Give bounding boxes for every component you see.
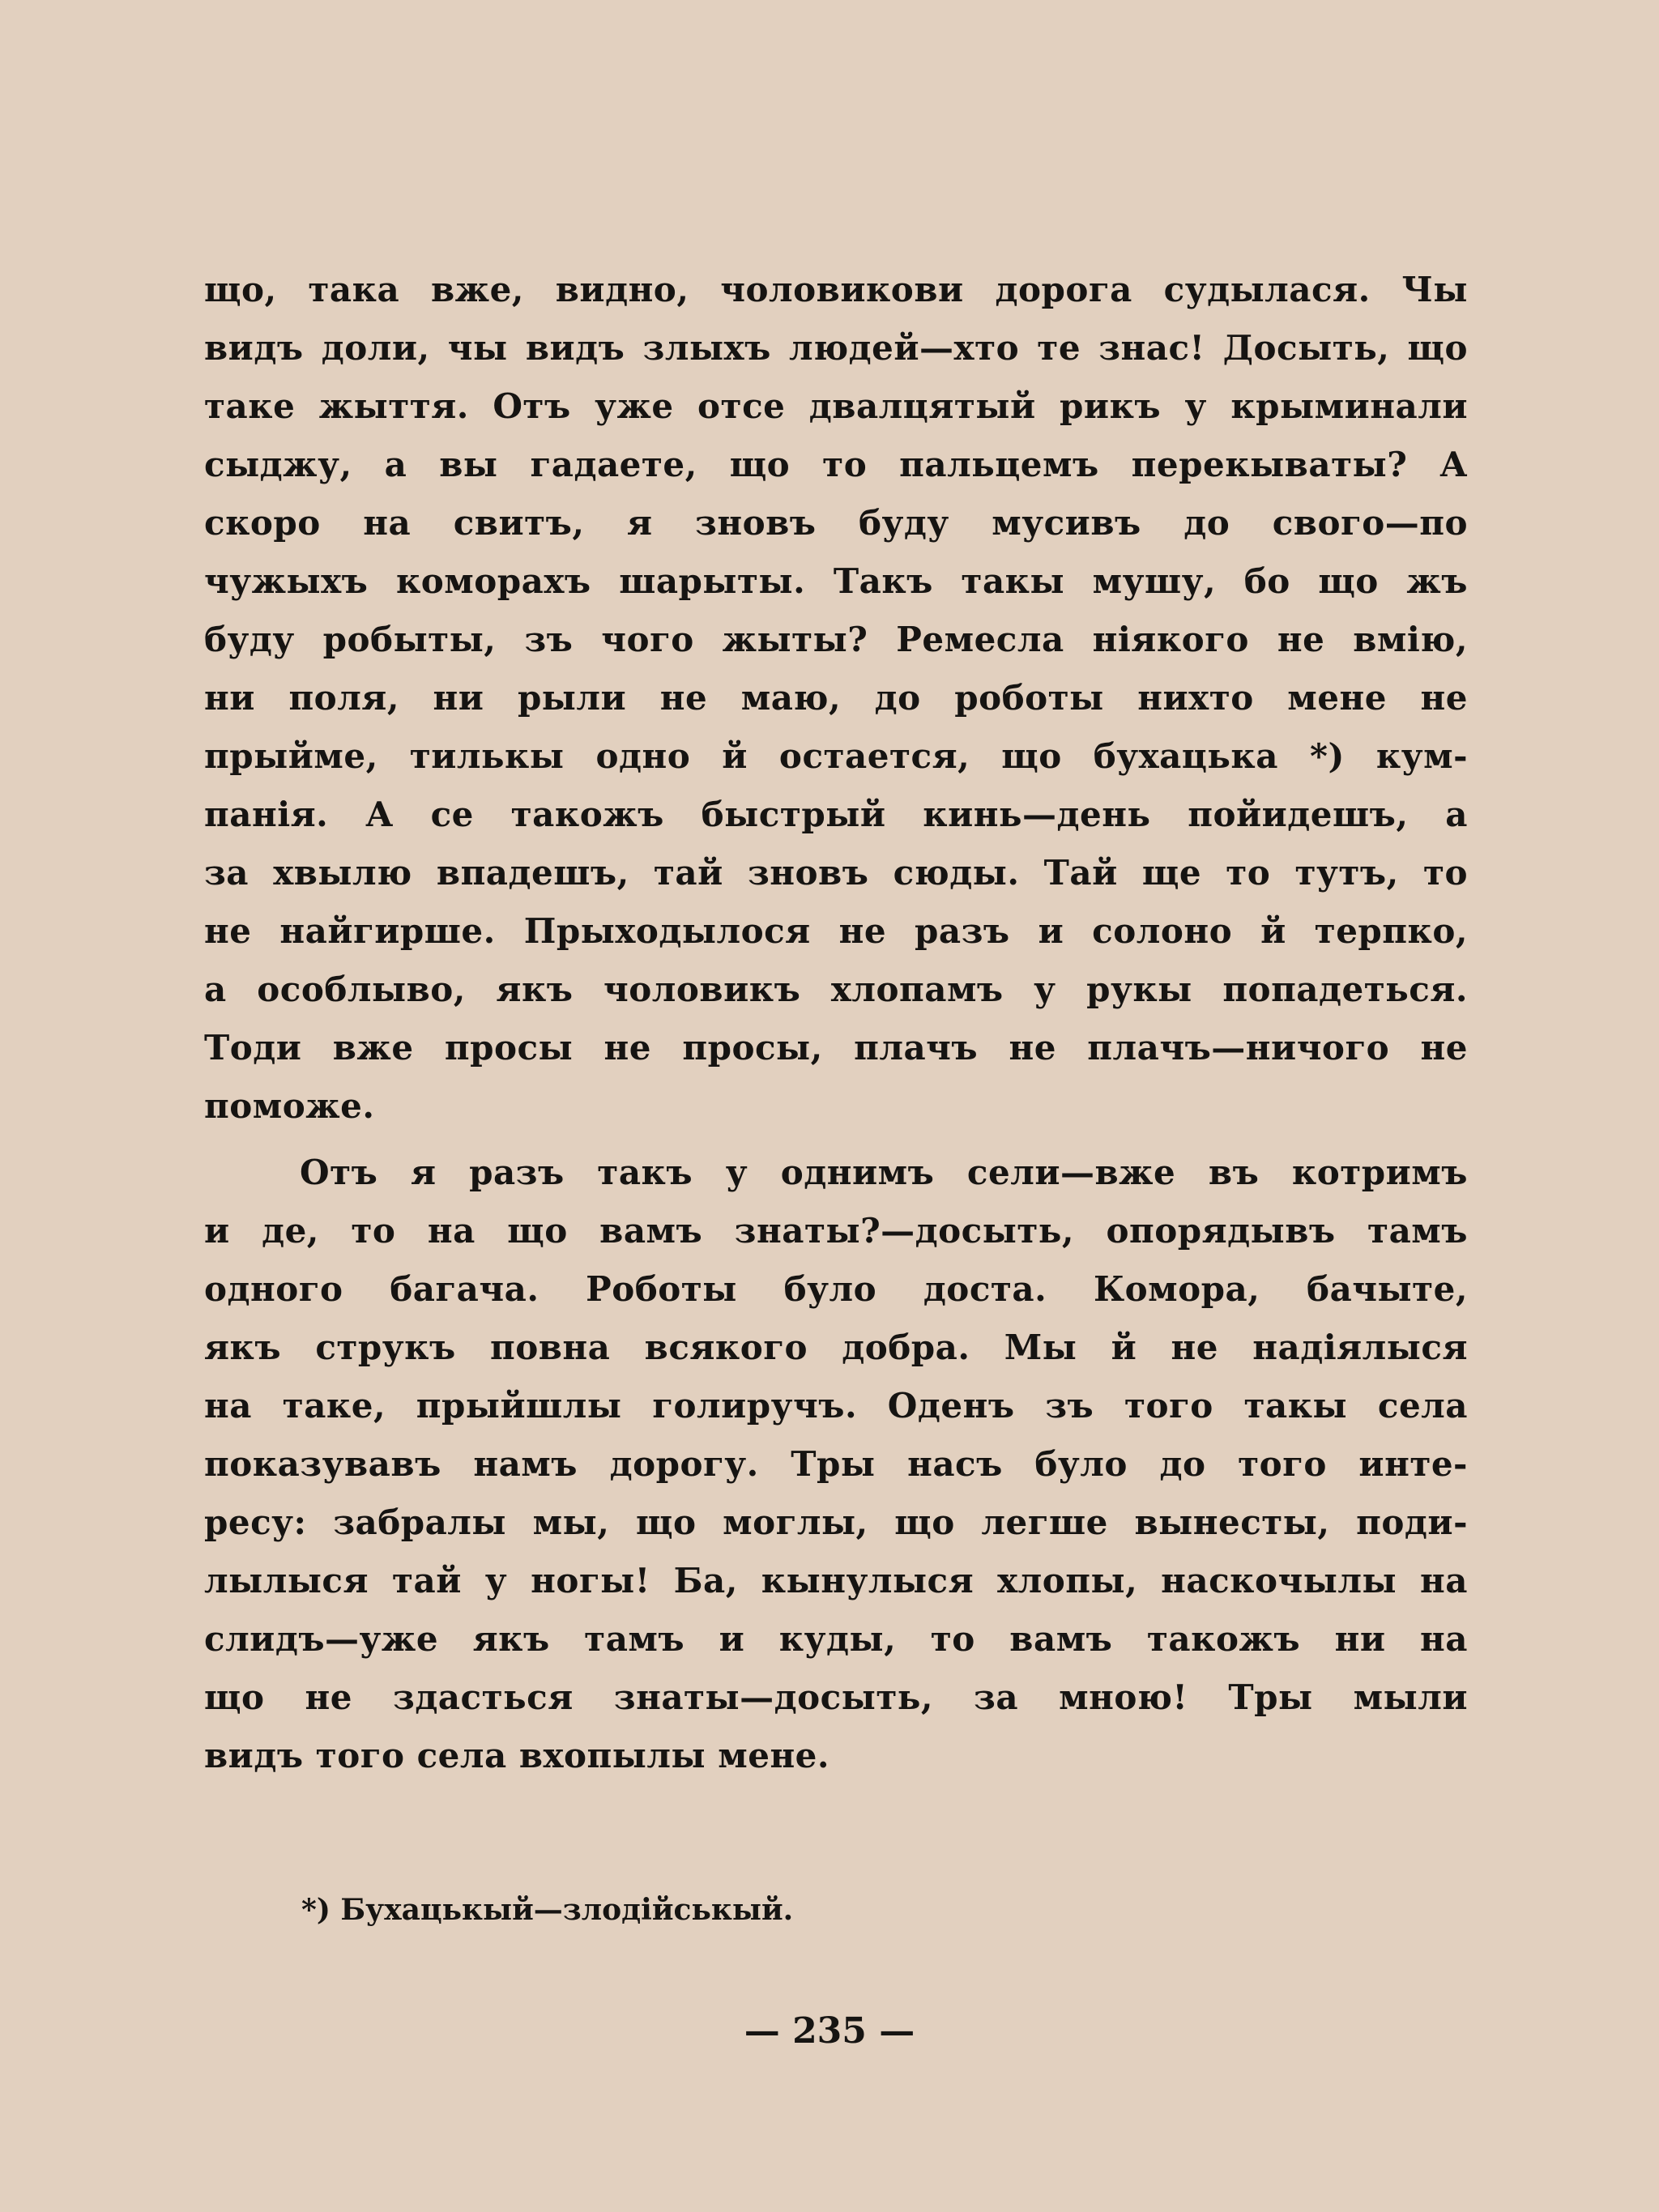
text-line: лылыся тай у ногы! Ба, кынулыся хлопы, наскочылы на [204, 1561, 1468, 1600]
text-line: слидъ—уже якъ тамъ и куды, то вамъ такожъ ни на [204, 1619, 1468, 1659]
text-line: чужыхъ коморахъ шарыты. Такъ такы мушу, бо що жъ [204, 561, 1468, 601]
text-line: таке жыття. Отъ уже отсе двалцятый рикъ у крыминали [204, 386, 1468, 426]
footnote: *) Бухацькый—злодiйськый. [301, 1893, 794, 1927]
text-line: що, така вже, видно, чоловикови дорога судылася. Чы [204, 270, 1468, 309]
text-line: скоро на свитъ, я зновъ буду мусивъ до свого—по [204, 503, 1468, 543]
text-line: показувавъ намъ дорогу. Тры насъ було до того инте- [204, 1444, 1468, 1484]
text-line: Отъ я разъ такъ у однимъ сели—вже въ котримъ [300, 1153, 1468, 1192]
text-line: а особлыво, якъ чоловикъ хлопамъ у рукы попадеться. [204, 970, 1468, 1009]
paragraph-2 [204, 1144, 1468, 1785]
text-line: ресу: забралы мы, що моглы, що легше вынесты, поди- [204, 1502, 1468, 1542]
text-line: Тоди вже просы не просы, плачъ не плачъ—ничого не [204, 1028, 1468, 1068]
body-text [204, 261, 1468, 1785]
text-line: видъ доли, чы видъ злыхъ людей—хто те знас! Досыть, що [204, 328, 1468, 368]
text-line: прыйме, тилькы одно й остается, що бухацька *) кум- [204, 736, 1468, 776]
paragraph-1 [204, 261, 1468, 1136]
text-line: и де, то на що вамъ знаты?—досыть, опорядывъ тамъ [204, 1211, 1468, 1251]
text-line: буду робыты, зъ чого жыты? Ремесла нiякого не вмiю, [204, 620, 1468, 659]
text-line: на таке, прыйшлы голиручъ. Оденъ зъ того такы села [204, 1386, 1468, 1426]
page-number: — 235 — [744, 2010, 915, 2052]
text-line: поможе. [204, 1086, 375, 1126]
text-line: ни поля, ни рыли не маю, до роботы нихто мене не [204, 678, 1468, 718]
text-line: не найгирше. Прыходылося не разъ и солоно й терпко, [204, 911, 1468, 951]
text-line: панiя. А се такожъ быстрый кинь—день пойидешъ, а [204, 795, 1468, 834]
text-line: що не здасться знаты—досыть, за мною! Тры мыли [204, 1677, 1468, 1717]
text-line: сыджу, а вы гадаете, що то пальцемъ перекываты? А [204, 445, 1468, 484]
text-line: якъ струкъ повна всякого добра. Мы й не надiялыся [204, 1328, 1468, 1367]
text-line: за хвылю впадешъ, тай зновъ сюды. Тай ще то тутъ, то [204, 853, 1468, 893]
text-line: видъ того села вхопылы мене. [204, 1736, 830, 1775]
paragraph-gap [204, 1136, 1468, 1144]
text-line: одного багача. Роботы було доста. Комора, бачыте, [204, 1269, 1468, 1309]
